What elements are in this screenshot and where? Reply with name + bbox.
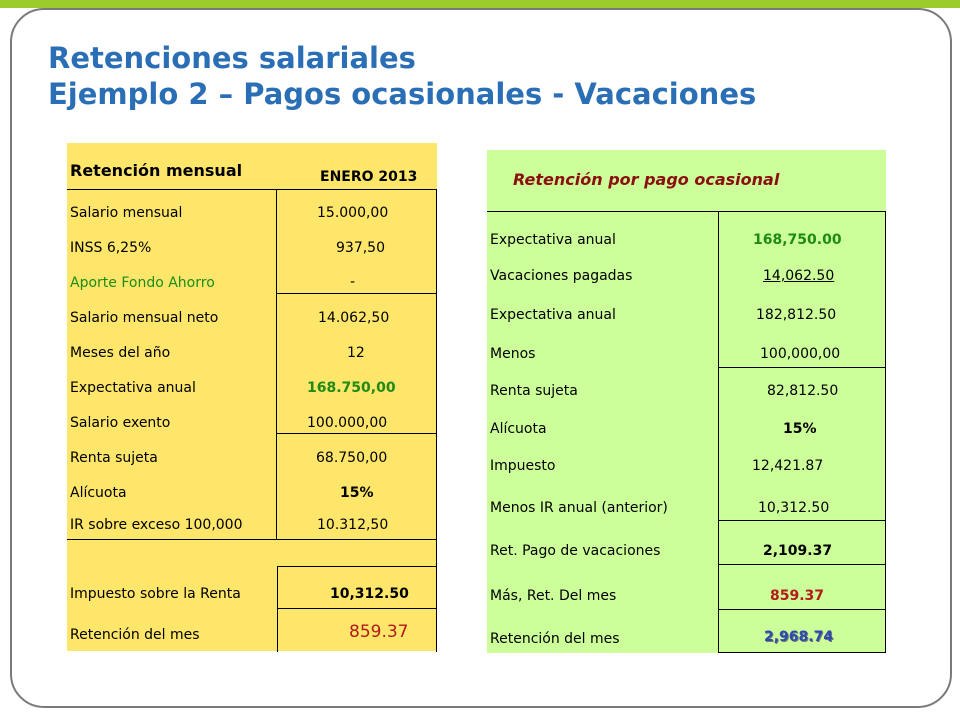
left-row-label: Alícuota xyxy=(70,485,127,501)
left-separator xyxy=(276,433,437,434)
left-row-label: Impuesto sobre la Renta xyxy=(70,586,241,602)
left-row-value: 100.000,00 xyxy=(307,415,388,431)
right-row-value: 2,968.74 xyxy=(764,629,834,645)
left-separator xyxy=(277,566,437,567)
right-column-divider xyxy=(718,211,719,653)
right-row-label: Menos IR anual (anterior) xyxy=(490,500,668,516)
right-separator xyxy=(718,564,886,565)
left-row-value: 15.000,00 xyxy=(317,205,389,221)
left-row-label: Meses del año xyxy=(70,345,171,361)
right-row-label: Expectativa anual xyxy=(490,307,616,323)
right-separator xyxy=(718,609,886,610)
left-row-label: INSS 6,25% xyxy=(70,240,152,256)
right-row-value: 15% xyxy=(783,421,817,437)
left-header-label: Retención mensual xyxy=(70,161,243,180)
right-header-label: Retención por pago ocasional xyxy=(513,170,780,189)
right-row-label: Retención del mes xyxy=(490,631,620,647)
slide-title xyxy=(48,40,756,112)
left-row-value: 15% xyxy=(340,485,374,501)
right-row-label: Menos xyxy=(490,346,536,362)
right-row-value: 859.37 xyxy=(770,588,825,604)
left-header-period: ENERO 2013 xyxy=(320,169,418,185)
left-right-border xyxy=(436,189,437,652)
right-separator xyxy=(718,520,886,521)
left-row-value: 10.312,50 xyxy=(317,517,389,533)
left-row-value: 937,50 xyxy=(336,240,385,256)
right-row-label: Vacaciones pagadas xyxy=(490,268,633,284)
left-row-label: Salario mensual neto xyxy=(70,310,219,326)
right-row-value: 12,421.87 xyxy=(752,458,824,474)
left-row-value: 859.37 xyxy=(349,622,409,642)
left-row-label: Expectativa anual xyxy=(70,380,196,396)
left-row-value: 10,312.50 xyxy=(330,586,409,602)
left-column-divider xyxy=(276,189,277,539)
top-accent-stripe xyxy=(0,0,960,8)
left-row-value: - xyxy=(350,274,356,290)
right-row-value: 2,109.37 xyxy=(763,543,833,559)
title-line-1: Retenciones salariales xyxy=(48,41,416,75)
left-row-label: Aporte Fondo Ahorro xyxy=(70,275,215,291)
right-row-value: 14,062.50 xyxy=(763,268,835,284)
left-row-label: IR sobre exceso 100,000 xyxy=(70,517,243,533)
left-separator xyxy=(277,608,437,609)
right-row-label: Expectativa anual xyxy=(490,232,616,248)
right-row-label: Alícuota xyxy=(490,421,547,437)
right-separator xyxy=(718,367,886,368)
left-separator xyxy=(67,539,437,540)
left-separator xyxy=(276,293,437,294)
right-row-value: 82,812.50 xyxy=(767,383,839,399)
left-row-value: 12 xyxy=(347,345,365,361)
right-right-border xyxy=(885,211,886,653)
right-row-value: 182,812.50 xyxy=(756,307,837,323)
left-row-label: Retención del mes xyxy=(70,627,200,643)
left-row-value: 14.062,50 xyxy=(318,310,390,326)
right-row-value: 10,312.50 xyxy=(758,500,830,516)
left-row-label: Salario mensual xyxy=(70,205,183,221)
right-row-label: Ret. Pago de vacaciones xyxy=(490,543,661,559)
left-header-divider xyxy=(67,189,437,190)
title-line-2: Ejemplo 2 – Pagos ocasionales - Vacaciones xyxy=(48,77,757,111)
left-row-value: 68.750,00 xyxy=(316,450,388,466)
right-row-label: Más, Ret. Del mes xyxy=(490,588,617,604)
right-header-divider xyxy=(487,211,886,212)
left-column-divider-bottom xyxy=(277,566,278,652)
left-row-label: Renta sujeta xyxy=(70,450,158,466)
right-row-label: Renta sujeta xyxy=(490,383,578,399)
monthly-retention-table xyxy=(67,143,437,651)
right-row-value: 168,750.00 xyxy=(753,232,842,248)
left-row-value: 168.750,00 xyxy=(307,380,396,396)
right-row-value: 100,000,00 xyxy=(760,346,841,362)
right-separator xyxy=(718,652,886,653)
occasional-payment-table xyxy=(487,150,886,653)
left-row-label: Salario exento xyxy=(70,415,171,431)
right-row-label: Impuesto xyxy=(490,458,556,474)
